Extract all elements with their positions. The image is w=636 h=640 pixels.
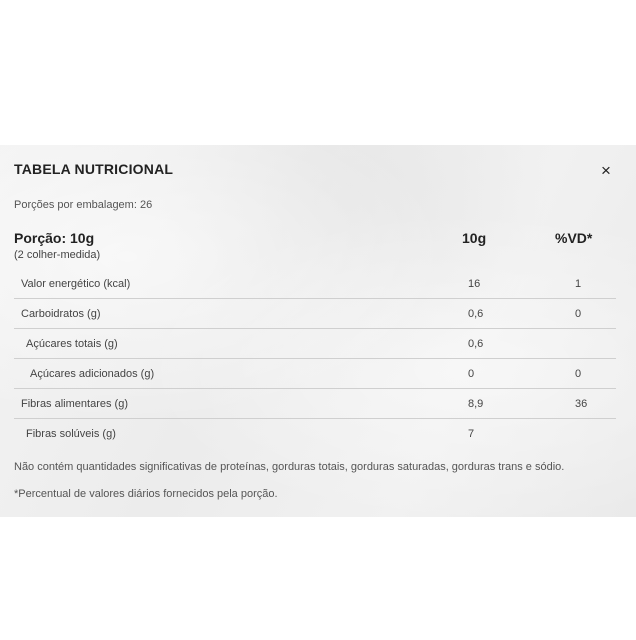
nutrient-amount: 0,6 bbox=[468, 338, 484, 350]
table-row bbox=[14, 269, 616, 299]
nutrition-disclaimer: Não contém quantidades significativas de proteínas, gorduras totais, gorduras saturadas, gorduras trans e sódio. bbox=[14, 461, 565, 473]
nutrient-daily-value: 36 bbox=[575, 398, 588, 410]
portion-subheader: (2 colher-medida) bbox=[14, 249, 101, 261]
close-icon[interactable]: × bbox=[601, 161, 611, 180]
table-row bbox=[14, 389, 616, 419]
nutrient-daily-value: 0 bbox=[575, 368, 582, 380]
nutrient-name: Valor energético (kcal) bbox=[21, 278, 131, 290]
modal-title: TABELA NUTRICIONAL bbox=[14, 161, 174, 177]
column-header-amount: 10g bbox=[462, 230, 487, 246]
nutrient-name: Açúcares adicionados (g) bbox=[30, 368, 155, 380]
nutrient-amount: 0 bbox=[468, 368, 475, 380]
portion-header: Porção: 10g bbox=[14, 230, 95, 246]
portions-per-package: Porções por embalagem: 26 bbox=[14, 199, 153, 211]
nutrient-daily-value: 0 bbox=[575, 308, 582, 320]
nutrient-amount: 8,9 bbox=[468, 398, 484, 410]
column-header-daily-value: %VD* bbox=[555, 230, 593, 246]
nutrient-name: Açúcares totais (g) bbox=[26, 338, 118, 350]
nutrient-name: Fibras solúveis (g) bbox=[26, 428, 116, 440]
nutrient-amount: 0,6 bbox=[468, 308, 484, 320]
nutrient-amount: 7 bbox=[468, 428, 475, 440]
nutrient-daily-value: 1 bbox=[575, 278, 582, 290]
nutrient-name: Carboidratos (g) bbox=[21, 308, 101, 320]
nutrition-modal bbox=[0, 145, 636, 517]
table-row bbox=[14, 299, 616, 329]
nutrient-amount: 16 bbox=[468, 278, 481, 290]
daily-value-footnote: *Percentual de valores diários fornecidos pela porção. bbox=[14, 488, 278, 500]
table-row bbox=[14, 419, 616, 449]
nutrition-table bbox=[14, 269, 616, 449]
table-row bbox=[14, 359, 616, 389]
table-row bbox=[14, 329, 616, 359]
nutrient-name: Fibras alimentares (g) bbox=[21, 398, 128, 410]
